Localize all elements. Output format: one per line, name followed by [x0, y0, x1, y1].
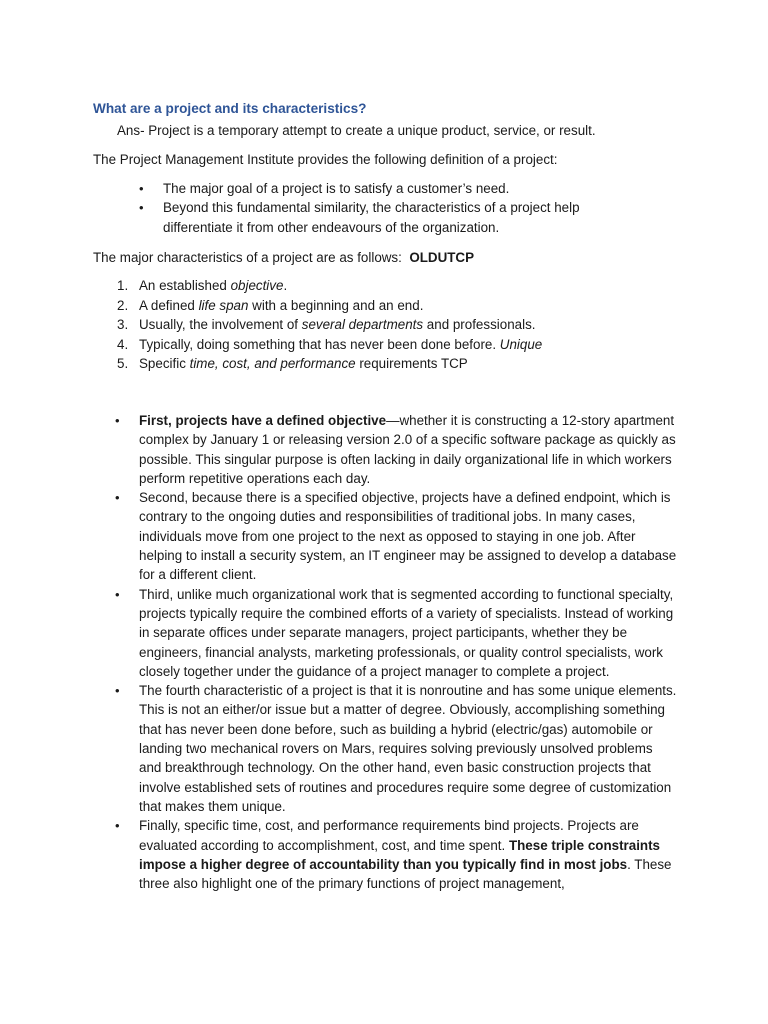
- list-item: [117, 354, 542, 374]
- list-item: [115, 585, 677, 681]
- answer-paragraph: Ans- Project is a temporary attempt to create a unique product, service, or result.: [117, 123, 596, 138]
- list-item: [139, 179, 609, 198]
- list-item-text: The major goal of a project is to satisfy a customer’s need.: [163, 181, 510, 196]
- list-number: 1.: [117, 278, 129, 293]
- bullet-icon: •: [115, 683, 120, 699]
- characteristics-intro: [93, 248, 474, 267]
- list-item-text: Finally, specific time, cost, and performance requirements bind projects. Projects are evaluated according to accomplishment, cost, and time spent.: [139, 818, 639, 853]
- list-item: [115, 816, 677, 893]
- definition-bullet-list: [139, 179, 609, 237]
- bullet-icon: •: [115, 490, 120, 506]
- list-number: 2.: [117, 297, 129, 313]
- list-item-text: Typically, doing something that has never been done before.: [139, 336, 500, 352]
- list-item: [139, 198, 609, 237]
- list-item-text: with a beginning and an end.: [248, 297, 424, 313]
- characteristics-detail-list: [115, 411, 677, 893]
- list-item-text: Beyond this fundamental similarity, the characteristics of a project help differentiate it from other endeavours of the organization.: [163, 200, 580, 235]
- list-item-text: Usually, the involvement of: [139, 317, 302, 332]
- bullet-icon: •: [115, 413, 120, 428]
- bullet-icon: •: [139, 200, 144, 216]
- bold-text: These triple constraints impose a higher degree of accountability than you typically find in most jobs: [139, 837, 660, 872]
- bullet-icon: •: [115, 586, 120, 602]
- list-item: [117, 276, 542, 296]
- emphasis-text: life span: [198, 297, 249, 313]
- list-item-text: .: [283, 278, 288, 293]
- list-item: [117, 335, 542, 355]
- bullet-icon: •: [139, 181, 144, 196]
- list-number: 4.: [117, 336, 129, 352]
- list-item-text: and professionals.: [423, 317, 536, 332]
- list-item-text: The fourth characteristic of a project is that it is nonroutine and has some unique elements. This is not an either/or issue but a matter of degree. Obviously, accomplishing something that has never been done before, such as building a hybrid (electric/gas) automobile or landing two mechanical rovers on Mars, requires solving previously unsolved problems and breakthrough technology. On the other hand, even basic construction projects that involve established sets of routines and procedures require some degree of customization that makes them unique.: [139, 683, 677, 814]
- list-item-text: Second, because there is a specified objective, projects have a defined endpoint, which is contrary to the ongoing duties and responsibilities of traditional jobs. In many cases, individuals move from one project to the next as opposed to staying in one job. After helping to install a security system, an IT engineer may be assigned to develop a database for a different client.: [139, 490, 677, 583]
- list-item: [115, 681, 677, 816]
- list-item-text: Third, unlike much organizational work that is segmented according to functional specialty, projects typically require the combined efforts of a variety of specialists. Instead of working in separate offices under separate managers, project participants, whether they be engineers, financial analysts, marketing professionals, or quality control specialists, work closely together under the guidance of a project manager to complete a project.: [139, 586, 674, 679]
- list-item-text: Specific: [139, 356, 190, 371]
- emphasis-text: Unique: [499, 336, 543, 352]
- emphasis-text: objective: [230, 278, 284, 293]
- list-item: [115, 411, 677, 488]
- list-number: 3.: [117, 317, 129, 332]
- emphasis-text: time, cost, and performance: [189, 356, 356, 371]
- mnemonic: OLDUTCP: [409, 250, 475, 265]
- bold-text: First, projects have a defined objective: [139, 413, 387, 428]
- list-item-text: requirements TCP: [355, 356, 468, 371]
- list-item-text: —whether it is constructing a 12-story apartment complex by January 1 or releasing version 2.0 of a specific software package as quickly as possible. This singular purpose is often lacking in daily organizational life in which workers perform repetitive operations each day.: [139, 413, 676, 486]
- list-item-text: . These three also highlight one of the primary functions of project management,: [139, 856, 672, 892]
- page-title: What are a project and its characteristics?: [93, 101, 367, 116]
- list-item: [115, 488, 677, 584]
- list-number: 5.: [117, 356, 129, 371]
- characteristics-numbered-list: [117, 276, 542, 374]
- list-item-text: An established: [139, 278, 231, 293]
- bullet-icon: •: [115, 818, 120, 834]
- list-item: [117, 315, 542, 335]
- list-item-text: A defined: [139, 297, 199, 313]
- pmi-intro-paragraph: The Project Management Institute provides the following definition of a project:: [93, 152, 558, 167]
- emphasis-text: several departments: [301, 317, 424, 332]
- characteristics-intro-text: The major characteristics of a project are as follows:: [93, 250, 402, 265]
- list-item: [117, 296, 542, 316]
